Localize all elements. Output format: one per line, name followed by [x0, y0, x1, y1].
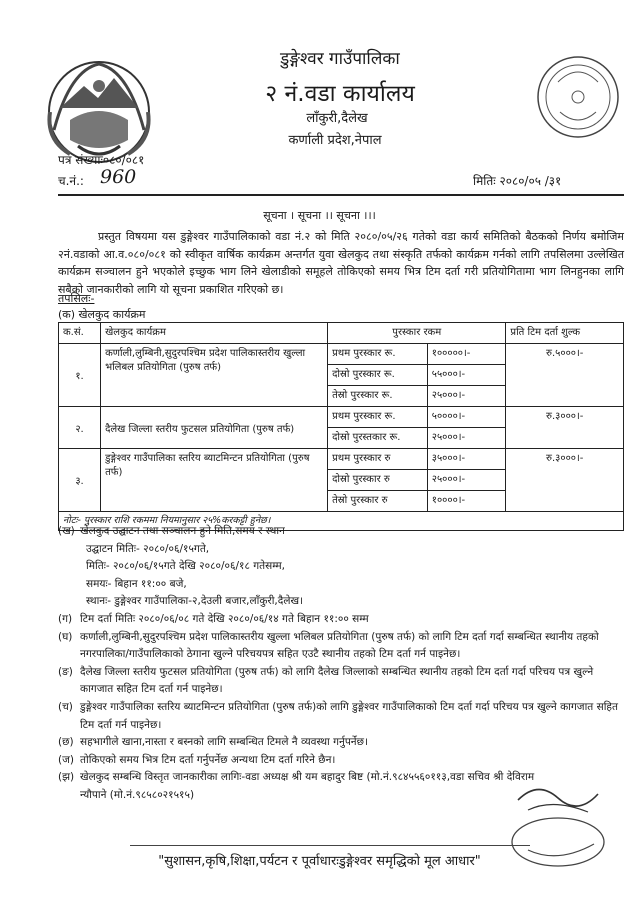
- table-note: नोटः- पुरस्कार राशि रकममा नियमानुसार २५%करकट्टी हुनेछ।: [59, 512, 624, 531]
- chalani-number: 960: [100, 166, 137, 188]
- prize-amount: १००००।-: [427, 491, 506, 512]
- table-row: [59, 407, 624, 428]
- list-item: [58, 629, 624, 664]
- notice-title: सूचना । सूचना ।। सूचना ।।।: [263, 209, 376, 222]
- item-text: टिम दर्ता मितिः २०८०/०६/०८ गते देखि २०८०/०६/१४ गते बिहान ११:०० सम्म: [80, 612, 369, 625]
- row-fee: रु.३०००।-: [506, 449, 624, 512]
- ward-office-title: २ नं.वडा कार्यालय: [265, 81, 415, 107]
- chalani-label: च.नं.:: [58, 174, 84, 188]
- municipality-name: डुङ्गेश्वर गाउँपालिका: [280, 49, 400, 69]
- list-item: [58, 752, 624, 770]
- row-sn: ३.: [59, 449, 101, 512]
- prize-amount: १०००००।-: [427, 344, 506, 365]
- item-text: खेलकुद उद्घाटन तथा सञ्चालन हुने मिति,समय र स्थान: [80, 525, 285, 537]
- prize-table: [58, 322, 624, 531]
- table-row: [59, 449, 624, 470]
- header-program: खेलकुद कार्यक्रम: [101, 323, 328, 344]
- item-label: (च): [58, 700, 73, 713]
- contact-continuation: न्यौपाने (मो.नं.९८५८०२१५१५): [80, 788, 195, 801]
- prize-place: प्रथम पुरस्कार रू.: [328, 344, 428, 365]
- footer-slogan: "सुशासन,कृषि,शिक्षा,पर्यटन र पूर्वाधारःडुङ्गेश्वर समृद्धिको मूल आधार": [158, 854, 481, 869]
- list-item: [58, 611, 624, 629]
- header-fee: प्रति टिम दर्ता शुल्क: [506, 323, 624, 344]
- row-fee: रु.३०००।-: [506, 407, 624, 449]
- item-label: (ङ): [58, 665, 73, 678]
- event-time: समयः- बिहान ११:०० बजे,: [86, 577, 187, 590]
- header-sn: क.सं.: [59, 323, 101, 344]
- table-row: [59, 344, 624, 365]
- notice-body: प्रस्तुत विषयमा यस डुङ्गेश्वर गाउँपालिकाको वडा नं.२ को मिति २०८०/०५/२६ गतेको वडा कार्य समितिको बैठकको निर्णय बमोजिम २नं.वडाको आ.व.०८०/०८१ को स्वीकृत वार्षिक कार्यक्रम अन्तर्गत युवा खेलकुद तथा संस्कृति तर्फको कार्यक्रम गर्नको लागि तपसिलमा उल्लेखित कार्यक्रम सञ्चालन हुने भएकोले इच्छुक भाग लिने खेलाडीको समूहले तोकिएको समय भित्र टिम दर्ता गरी प्रतियोगितामा भाग लिनहुनका लागि सबैको जानकारीको लागि यो सूचना प्रकाशित गरिएको छ।: [58, 230, 624, 296]
- row-program: दैलेख जिल्ला स्तरीय फुटसल प्रतियोगिता (पुरुष तर्फ): [101, 407, 328, 449]
- item-text: कर्णाली,लुम्बिनी,सुदुरपश्चिम प्रदेश पालिकास्तरीय खुल्ला भलिबल प्रतियोगिता (पुरुष तर्फ) को लागि टिम दर्ता गर्दा सम्बन्धित स्थानीय तहको नगरपालिका/गाउँपालिकाको ठेगाना खुल्ने परिचयपत्र सहित एउटै स्थानीय तहको टिम दर्ता गर्न पाइनेछ।: [80, 630, 599, 661]
- section-ka-heading: (क) खेलकुद कार्यक्रम: [58, 308, 146, 321]
- prize-amount: ५००००।-: [427, 407, 506, 428]
- prize-place: तेस्रो पुरस्कार रु: [328, 491, 428, 512]
- office-province: कर्णाली प्रदेश,नेपाल: [288, 133, 382, 148]
- office-stamp: [488, 52, 623, 150]
- prize-amount: ३५०००।-: [427, 449, 506, 470]
- opening-date: उद्घाटन मितिः- २०८०/०६/१५गते,: [86, 542, 210, 555]
- row-sn: २.: [59, 407, 101, 449]
- prize-place: दोस्रो पुरस्कार रु: [328, 470, 428, 491]
- header-divider: [58, 194, 624, 196]
- item-text: दैलेख जिल्ला स्तरीय फुटसल प्रतियोगिता (पुरुष तर्फ) को लागि दैलेख जिल्लाको सम्बन्धित स्थानीय तहको टिम दर्ता गर्दा परिचय पत्र खुल्ने कागजात सहित टिम दर्ता गर्न पाइनेछ।: [80, 665, 594, 696]
- header-prize: पुरस्कार रकम: [328, 323, 506, 344]
- letter-number: पत्र संख्याः०८०/०८१: [58, 153, 145, 167]
- event-dates: मितिः- २०८०/०६/१५गते देखि २०८०/०६/१८ गतेसम्म,: [86, 560, 286, 573]
- item-text: डुङ्गेश्वर गाउँपालिका स्तरिय ब्याटमिन्टन प्रतियोगिता (पुरुष तर्फ)को लागि डुङ्गेश्वर गाउँपालिकाको टिम दर्ता गर्दा परिचय पत्र खुल्ने कागजात सहित टिम दर्ता गर्न पाइनेछ।: [80, 700, 618, 731]
- item-label: (ग): [58, 612, 73, 625]
- event-venue: स्थानः- डुङ्गेश्वर गाउँपालिका-२,देउली बजार,लाँकुरी,दैलेख।: [86, 595, 304, 608]
- item-label: (झ): [58, 771, 75, 784]
- prize-place: प्रथम पुरस्कार रु: [328, 449, 428, 470]
- notice-items-list: [58, 523, 624, 805]
- table-header-row: [59, 323, 624, 344]
- row-program: डुङ्गेश्वर गाउँपालिका स्तरिय ब्याटमिन्टन प्रतियोगिता (पुरुष तर्फ): [101, 449, 328, 512]
- item-label: (ज): [58, 753, 74, 766]
- item-label: (छ): [58, 736, 74, 749]
- list-item: [58, 664, 624, 699]
- list-item: [58, 734, 624, 752]
- prize-amount: २५०००।-: [427, 428, 506, 449]
- item-text: खेलकुद सम्बन्धि विस्तृत जानकारीका लागिः-वडा अध्यक्ष श्री यम बहादुर बिष्ट (मो.नं.९८४५५६०११३,वडा सचिव श्री देविराम: [80, 771, 535, 784]
- list-item: [58, 699, 624, 734]
- row-program: कर्णाली,लुम्बिनी,सुदुरपश्चिम प्रदेश पालिकास्तरीय खुल्ला भलिबल प्रतियोगिता (पुरुष तर्फ): [101, 344, 328, 407]
- item-label: (घ): [58, 630, 73, 643]
- item-label: (ख): [58, 525, 75, 537]
- row-fee: रु.५०००।-: [506, 344, 624, 407]
- footer-divider: [130, 845, 530, 846]
- prize-place: दोस्रो पुरस्तकार रू.: [328, 428, 428, 449]
- prize-place: तेस्रो पुरस्कार रू.: [328, 386, 428, 407]
- prize-amount: २५०००।-: [427, 470, 506, 491]
- row-sn: १.: [59, 344, 101, 407]
- item-text: तोकिएको समय भित्र टिम दर्ता गर्नुपर्नेछ अन्यथा टिम दर्ता गरिने छैन।: [80, 753, 336, 766]
- prize-amount: ५५०००।-: [427, 365, 506, 386]
- letter-date: मितिः २०८०/०५ /३१: [473, 174, 562, 188]
- prize-place: प्रथम पुरस्कार रू.: [328, 407, 428, 428]
- tapasil-label: तपसिलः-: [58, 292, 95, 305]
- list-item: [58, 523, 624, 541]
- item-text: सहभागीले खाना,नास्ता र बस्नको लागि सम्बन्धित टिमले नै व्यवस्था गर्नुपर्नेछ।: [80, 736, 368, 749]
- prize-place: दोस्रो पुरस्कार रू.: [328, 365, 428, 386]
- office-place: लाँकुरी,दैलेख: [306, 111, 368, 126]
- prize-amount: २५०००।-: [427, 386, 506, 407]
